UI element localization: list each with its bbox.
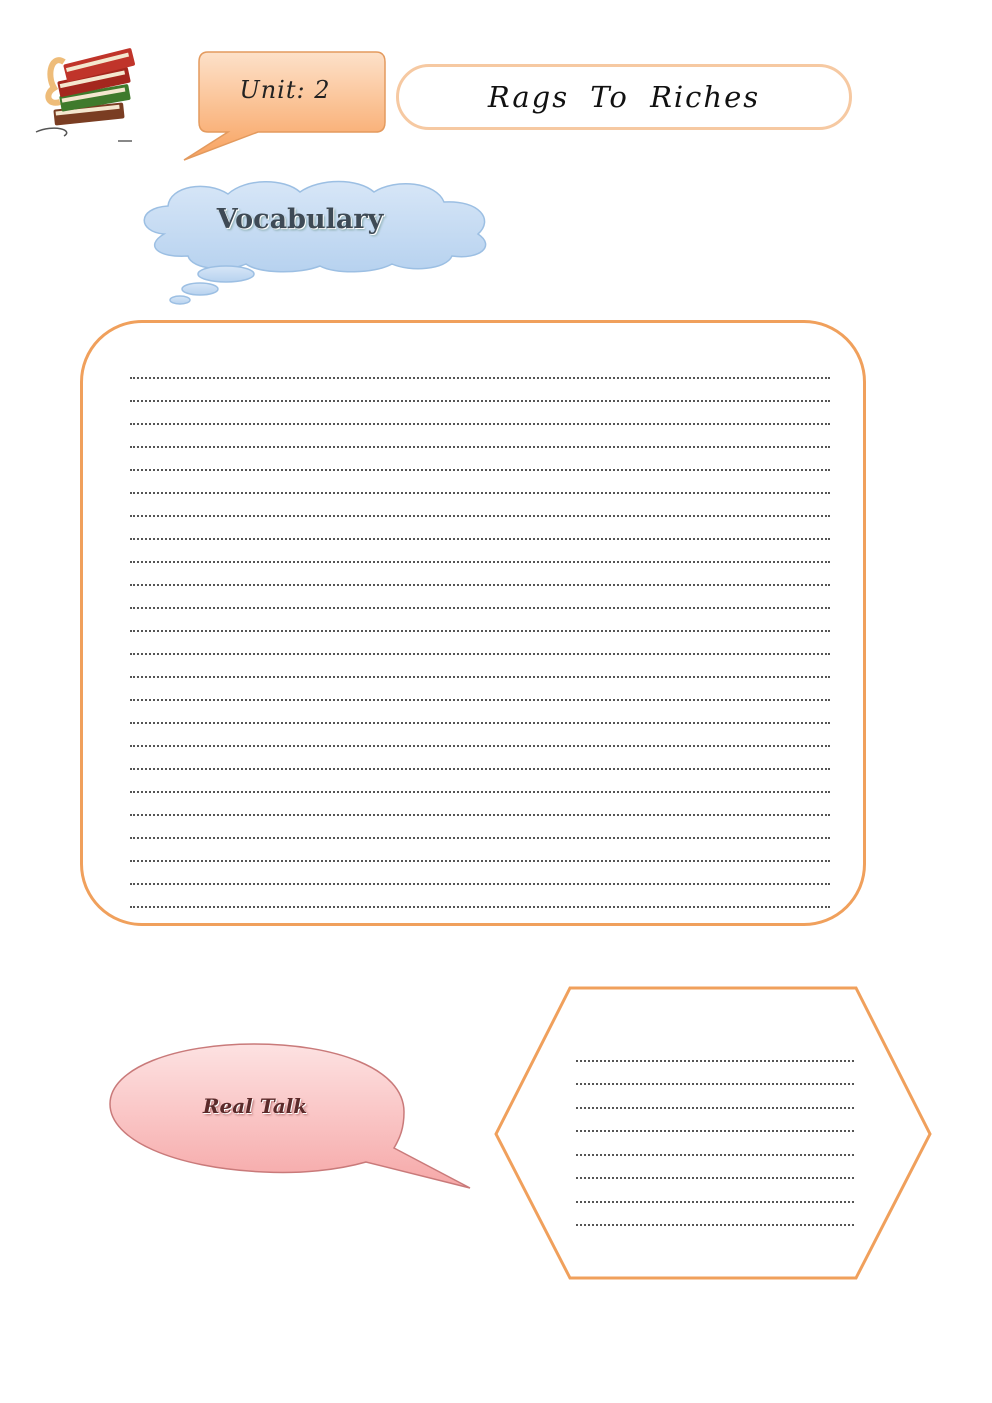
vocabulary-blank-line[interactable] [130, 517, 830, 540]
vocabulary-blank-line[interactable] [130, 885, 830, 908]
vocabulary-blank-line[interactable] [130, 586, 830, 609]
real-talk-blank-line[interactable] [576, 1038, 854, 1062]
vocabulary-blank-line[interactable] [130, 356, 830, 379]
vocabulary-cloud [134, 176, 496, 308]
vocabulary-blank-line[interactable] [130, 632, 830, 655]
vocabulary-blank-line[interactable] [130, 839, 830, 862]
vocabulary-blank-line[interactable] [130, 494, 830, 517]
books-logo-icon [34, 44, 144, 149]
vocabulary-heading: Vocabulary [216, 204, 384, 235]
page-title: Rags To Riches [487, 80, 761, 114]
vocabulary-blank-line[interactable] [130, 471, 830, 494]
real-talk-blank-line[interactable] [576, 1179, 854, 1203]
real-talk-blank-line[interactable] [576, 1085, 854, 1109]
real-talk-blank-line[interactable] [576, 1132, 854, 1156]
real-talk-blank-line[interactable] [576, 1156, 854, 1180]
vocabulary-blank-line[interactable] [130, 448, 830, 471]
vocabulary-blank-line[interactable] [130, 816, 830, 839]
vocabulary-blank-line[interactable] [130, 379, 830, 402]
vocabulary-blank-line[interactable] [130, 770, 830, 793]
real-talk-bubble [104, 1040, 474, 1196]
real-talk-blank-line[interactable] [576, 1203, 854, 1227]
vocabulary-blank-line[interactable] [130, 701, 830, 724]
real-talk-heading: Real Talk [202, 1094, 308, 1118]
vocabulary-blank-line[interactable] [130, 425, 830, 448]
vocabulary-writing-lines [130, 356, 830, 908]
vocabulary-blank-line[interactable] [130, 862, 830, 885]
vocabulary-blank-line[interactable] [130, 724, 830, 747]
unit-label: Unit: 2 [239, 76, 331, 104]
title-banner [396, 64, 852, 130]
vocabulary-blank-line[interactable] [130, 609, 830, 632]
real-talk-blank-line[interactable] [576, 1109, 854, 1133]
vocabulary-blank-line[interactable] [130, 655, 830, 678]
vocabulary-blank-line[interactable] [130, 540, 830, 563]
vocabulary-blank-line[interactable] [130, 563, 830, 586]
vocabulary-blank-line[interactable] [130, 402, 830, 425]
unit-callout [180, 50, 390, 165]
real-talk-blank-line[interactable] [576, 1062, 854, 1086]
vocabulary-blank-line[interactable] [130, 678, 830, 701]
vocabulary-blank-line[interactable] [130, 747, 830, 770]
vocabulary-blank-line[interactable] [130, 793, 830, 816]
real-talk-writing-lines [576, 1038, 854, 1226]
